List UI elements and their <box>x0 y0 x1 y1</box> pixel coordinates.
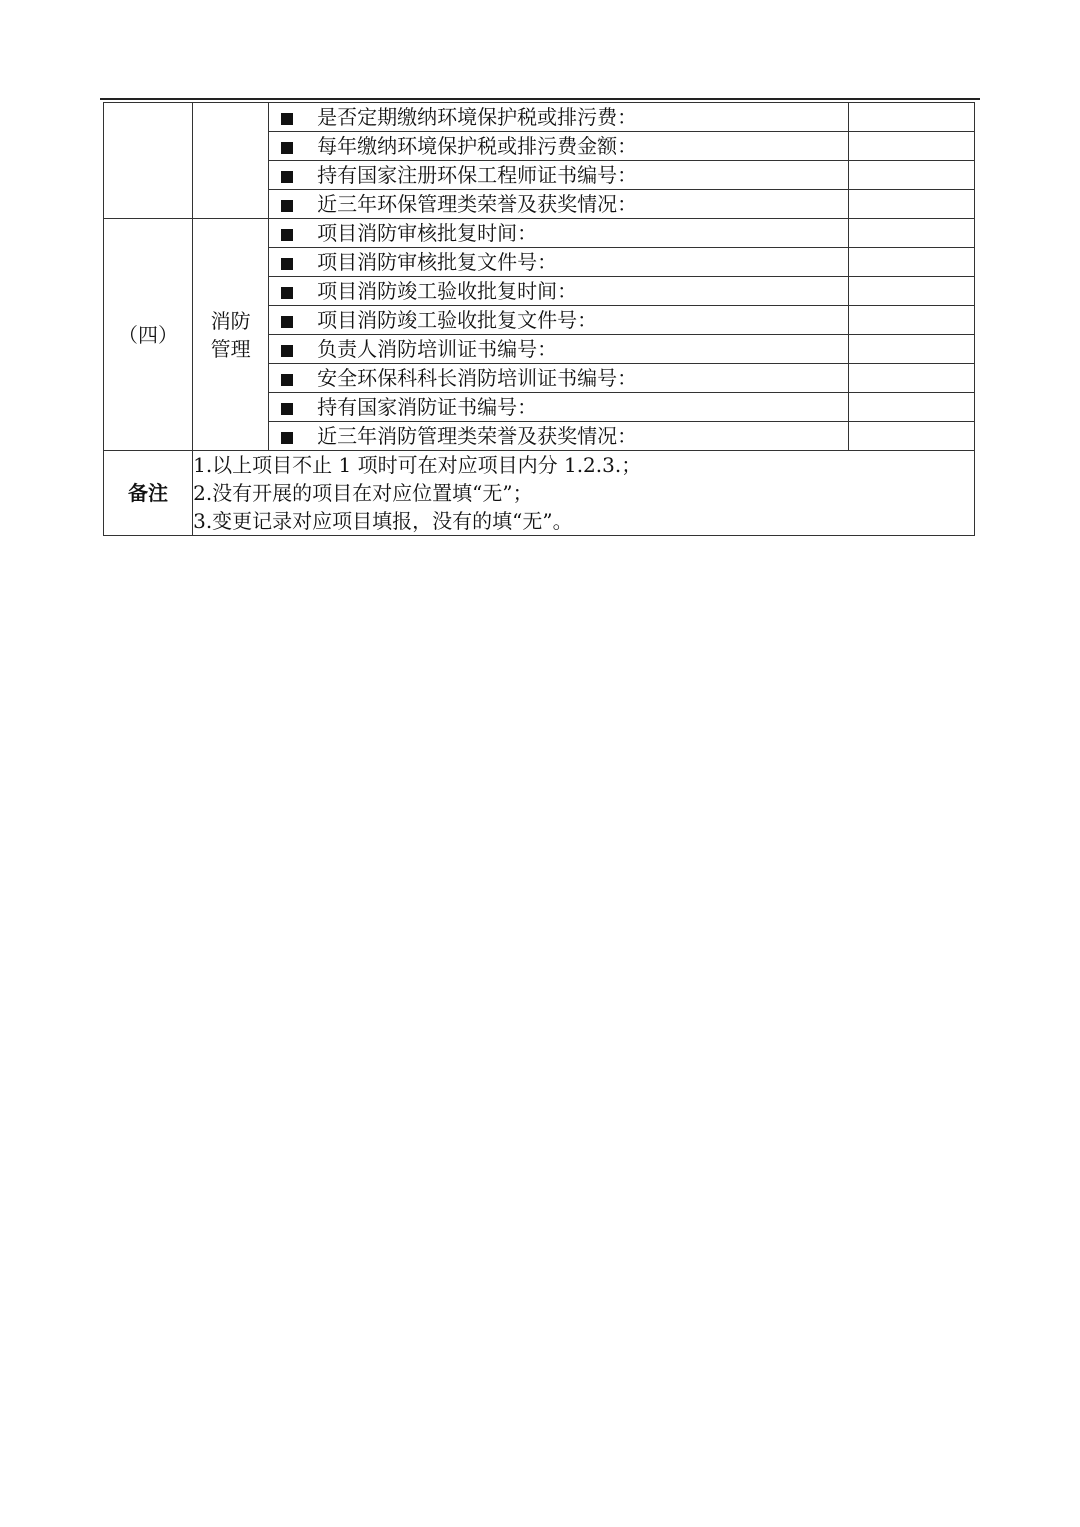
value-cell[interactable] <box>848 393 974 422</box>
item-label: 近三年消防管理类荣誉及获奖情况： <box>317 424 638 448</box>
square-bullet-icon <box>281 403 293 415</box>
notes-row <box>104 451 975 536</box>
section-number-cell <box>104 219 193 451</box>
value-cell[interactable] <box>848 132 974 161</box>
square-bullet-icon <box>281 258 293 270</box>
square-bullet-icon <box>281 142 293 154</box>
table-row <box>104 219 975 248</box>
value-cell[interactable] <box>848 219 974 248</box>
item-label: 项目消防审核批复文件号： <box>317 250 558 274</box>
value-cell[interactable] <box>848 364 974 393</box>
value-cell[interactable] <box>848 277 974 306</box>
item-cell <box>269 277 849 306</box>
item-cell <box>269 103 849 132</box>
value-cell[interactable] <box>848 306 974 335</box>
value-cell[interactable] <box>848 248 974 277</box>
value-cell[interactable] <box>848 422 974 451</box>
square-bullet-icon <box>281 345 293 357</box>
item-label: 项目消防竣工验收批复时间： <box>317 279 578 303</box>
item-label: 每年缴纳环境保护税或排污费金额： <box>317 134 638 158</box>
square-bullet-icon <box>281 287 293 299</box>
info-table <box>103 102 975 536</box>
item-label: 负责人消防培训证书编号： <box>317 337 558 361</box>
item-cell <box>269 161 849 190</box>
category-line-1: 消防 <box>210 308 251 333</box>
item-label: 是否定期缴纳环境保护税或排污费： <box>317 105 638 129</box>
item-cell <box>269 306 849 335</box>
square-bullet-icon <box>281 374 293 386</box>
square-bullet-icon <box>281 229 293 241</box>
item-label: 项目消防审核批复时间： <box>317 221 538 245</box>
value-cell[interactable] <box>848 335 974 364</box>
square-bullet-icon <box>281 113 293 125</box>
section-number: （四） <box>118 322 179 347</box>
item-label: 项目消防竣工验收批复文件号： <box>317 308 598 332</box>
item-label: 持有国家注册环保工程师证书编号： <box>317 163 638 187</box>
square-bullet-icon <box>281 432 293 444</box>
square-bullet-icon <box>281 171 293 183</box>
item-label: 安全环保科科长消防培训证书编号： <box>317 366 638 390</box>
item-cell <box>269 422 849 451</box>
item-label: 持有国家消防证书编号： <box>317 395 538 419</box>
item-cell <box>269 364 849 393</box>
square-bullet-icon <box>281 316 293 328</box>
section-number-cell <box>104 103 193 219</box>
note-line-1: 1.以上项目不止 1 项时可在对应项目内分 1.2.3.； <box>193 453 642 477</box>
value-cell[interactable] <box>848 190 974 219</box>
item-label: 近三年环保管理类荣誉及获奖情况： <box>317 192 638 216</box>
section-category-cell <box>193 103 269 219</box>
item-cell <box>269 248 849 277</box>
note-line-2: 2.没有开展的项目在对应位置填“无”； <box>193 481 533 505</box>
square-bullet-icon <box>281 200 293 212</box>
value-cell[interactable] <box>848 103 974 132</box>
item-cell <box>269 132 849 161</box>
item-cell <box>269 219 849 248</box>
note-line-3: 3.变更记录对应项目填报，没有的填“无”。 <box>193 509 573 533</box>
value-cell[interactable] <box>848 161 974 190</box>
item-cell <box>269 393 849 422</box>
notes-label: 备注 <box>104 451 193 536</box>
item-cell <box>269 190 849 219</box>
item-cell <box>269 335 849 364</box>
header-rule <box>100 98 980 100</box>
category-line-2: 管理 <box>210 336 251 361</box>
section-category-cell <box>193 219 269 451</box>
notes-body <box>193 451 975 536</box>
table-row <box>104 103 975 132</box>
